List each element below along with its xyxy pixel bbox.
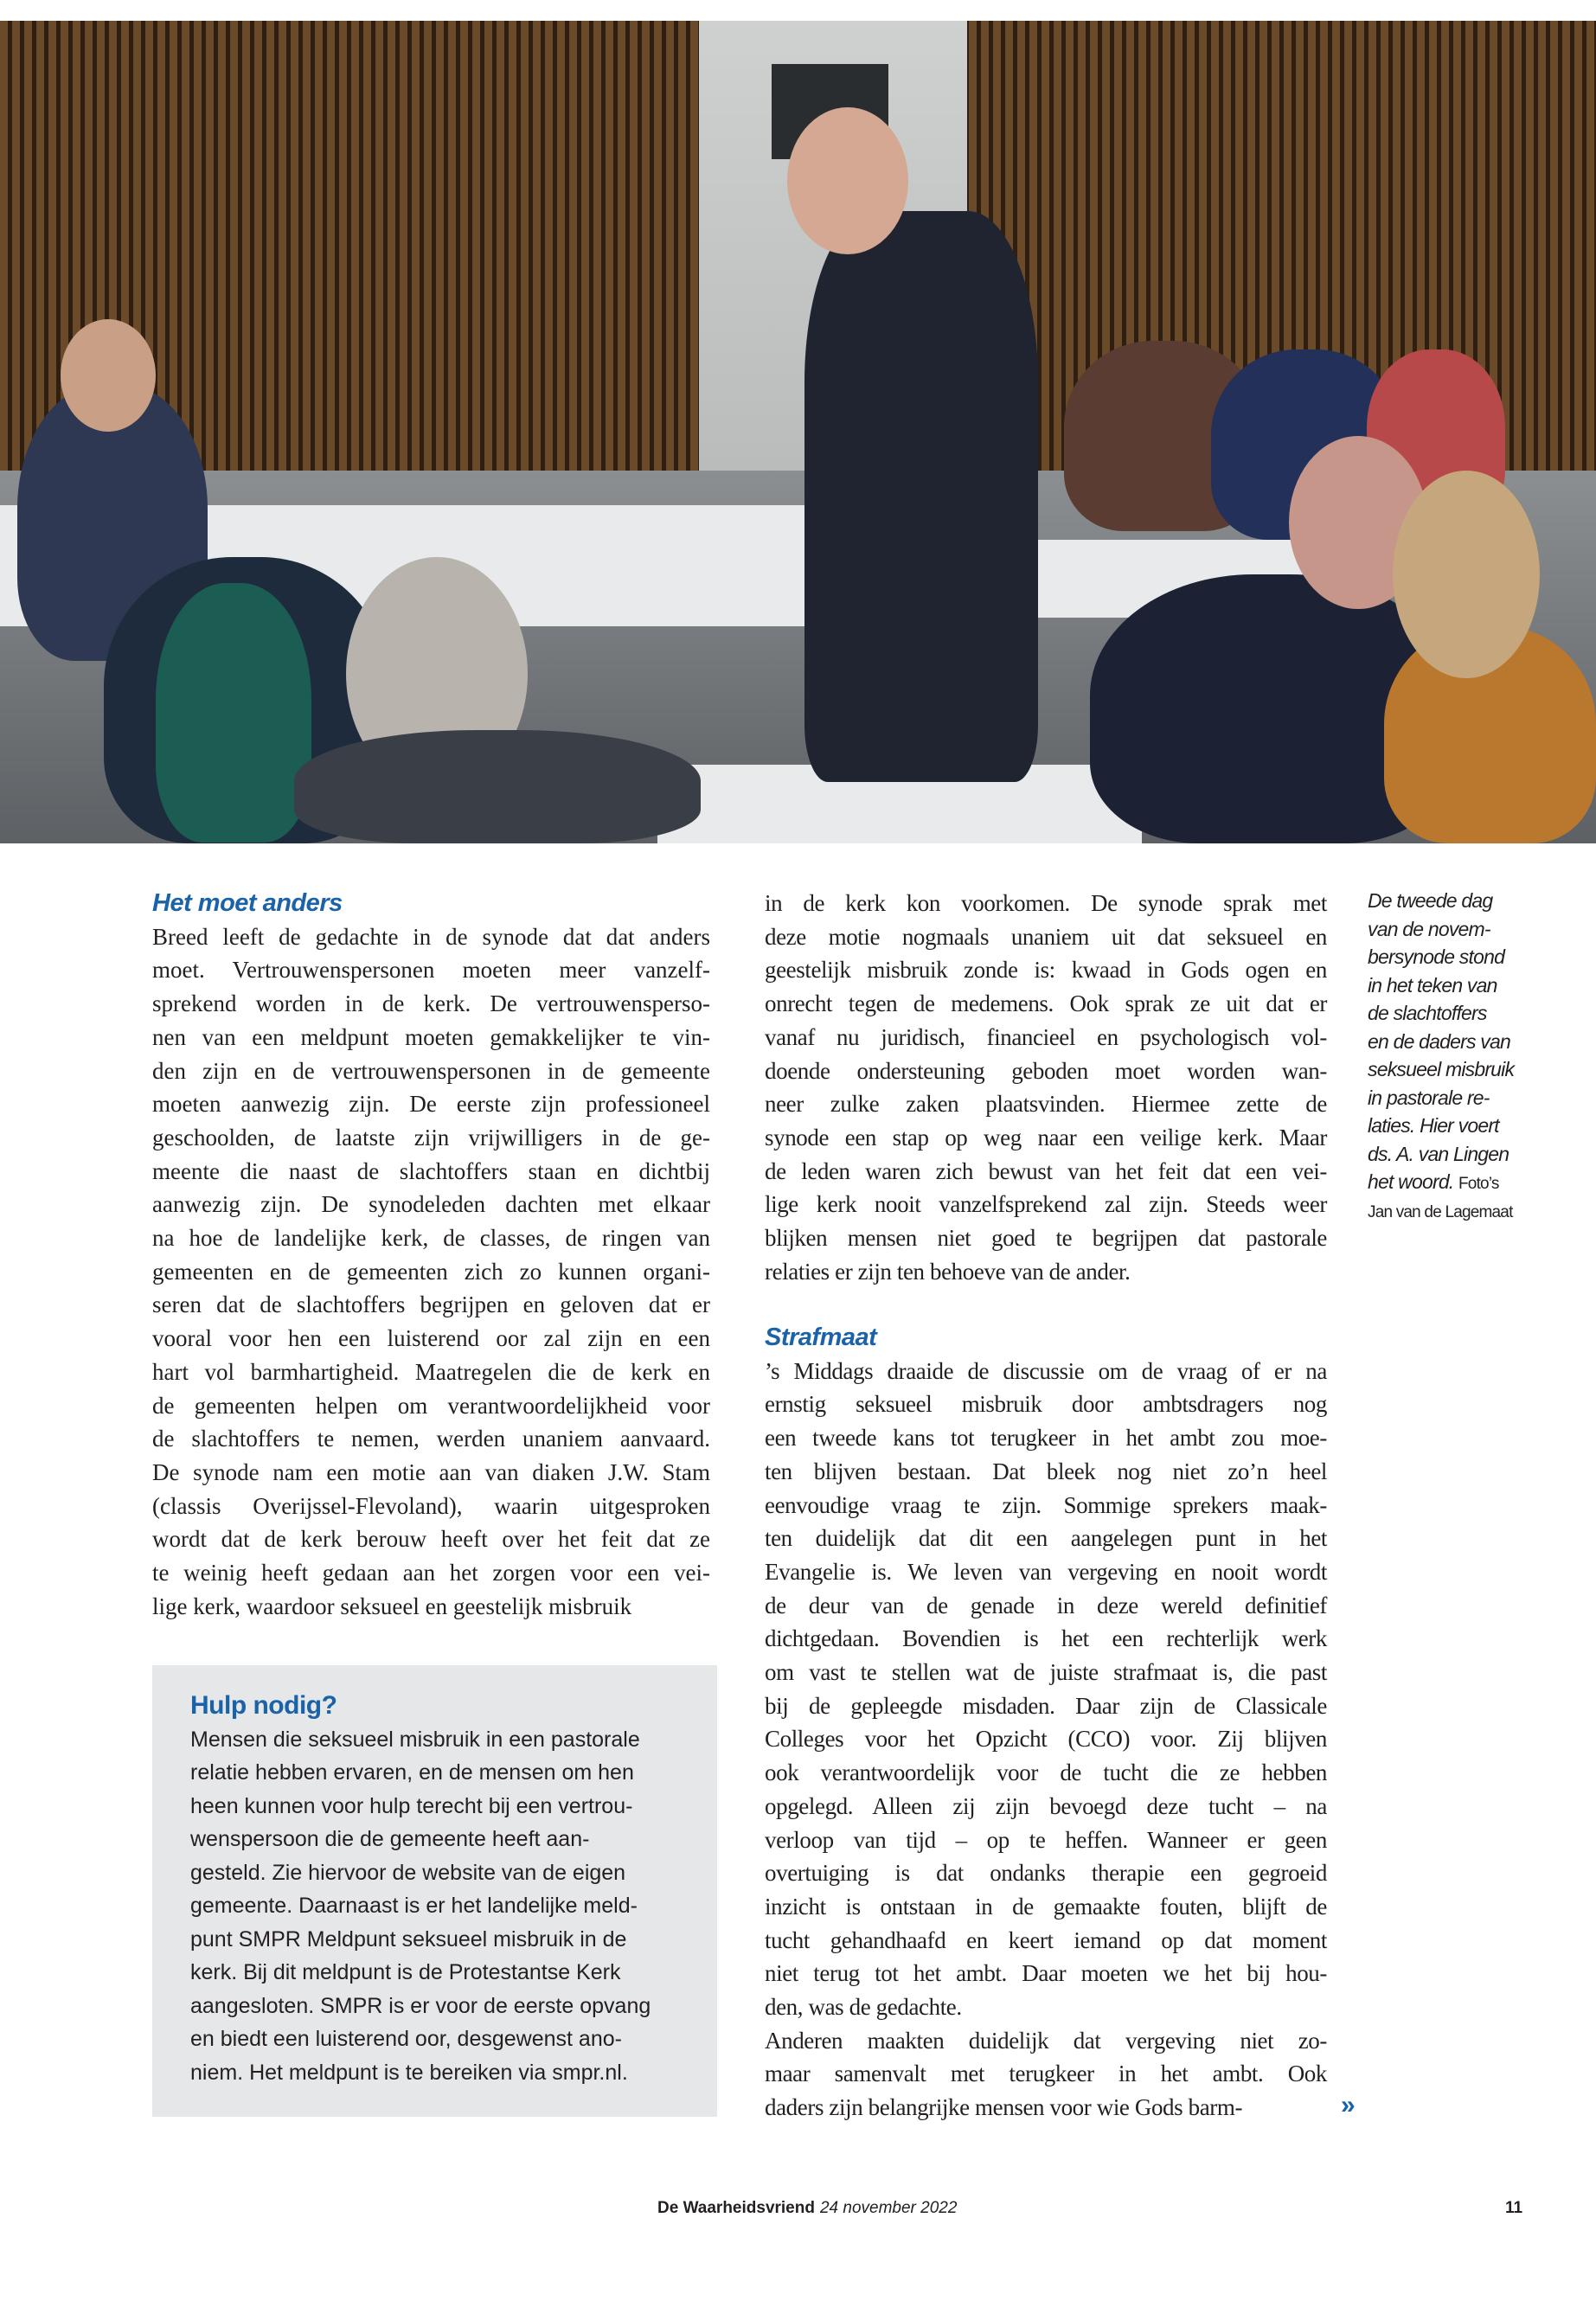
text-line: hart vol barmhartigheid. Maatregelen die de kerk en bbox=[152, 1358, 710, 1385]
caption-text-end: het woord. bbox=[1368, 1170, 1454, 1193]
text-line: Anderen maakten duidelijk dat vergeving niet zo- bbox=[765, 2027, 1327, 2054]
help-box-heading: Hulp nodig? bbox=[190, 1691, 337, 1720]
text-line: (classis Overijssel-Flevoland), waarin uitgesproken bbox=[152, 1492, 710, 1519]
text-line: eenvoudige vraag te zijn. Sommige sprekers maak- bbox=[765, 1491, 1327, 1518]
text-line: om vast te stellen wat de juiste strafmaat is, die past bbox=[765, 1659, 1327, 1686]
text-line: geestelijk misbruik zonde is: kwaad in Gods ogen en bbox=[765, 957, 1327, 984]
photo-person bbox=[156, 583, 311, 843]
text-line: ten duidelijk dat dit een aangelegen punt in het bbox=[765, 1525, 1327, 1552]
section-heading: Strafmaat bbox=[765, 1324, 877, 1351]
text-line: ’s Middags draaide de discussie om de vraag of er na bbox=[765, 1357, 1327, 1384]
text-line: dichtgedaan. Bovendien is het een rechterlijk werk bbox=[765, 1625, 1327, 1652]
text-line: ten blijven bestaan. Dat bleek nog niet zo’n heel bbox=[765, 1458, 1327, 1484]
text-line: na hoe de landelijke kerk, de classes, de ringen van bbox=[152, 1225, 710, 1252]
caption-text bbox=[1368, 887, 1532, 1168]
text-line: heen kunnen voor hulp terecht bij een vertrou- bbox=[190, 1793, 633, 1818]
body-text bbox=[765, 887, 1327, 1288]
text-line: opgelegd. Alleen zij zijn bevoegd deze tucht – na bbox=[765, 1792, 1327, 1819]
left-column bbox=[152, 887, 710, 1623]
text-line: seksueel misbruik bbox=[1368, 1058, 1515, 1080]
text-line: De synode nam een motie aan van diaken J.W. Stam bbox=[152, 1458, 710, 1485]
text-line: aangesloten. SMPR is er voor de eerste opvang bbox=[190, 1993, 651, 2018]
text-line: den, was de gedachte. bbox=[765, 1994, 962, 2021]
text-line: gemeenten en de gemeenten zich zo kunnen organi- bbox=[152, 1258, 710, 1285]
photo-speaker-head bbox=[787, 107, 908, 254]
text-line: den zijn en de vertrouwenspersonen in de gemeente bbox=[152, 1057, 710, 1084]
text-line: onrecht tegen de medemens. Ook sprak ze uit dat er bbox=[765, 990, 1327, 1017]
text-line: bij de gepleegde misdaden. Daar zijn de Classicale bbox=[765, 1692, 1327, 1719]
text-line: tucht gehandhaafd en keert iemand op dat moment bbox=[765, 1926, 1327, 1953]
text-line: Colleges voor het Opzicht (CCO) voor. Zij blijven bbox=[765, 1726, 1327, 1753]
text-line: wordt dat de kerk berouw heeft over het feit dat ze bbox=[152, 1526, 710, 1553]
text-line: en de daders van bbox=[1368, 1029, 1510, 1053]
text-line: daders zijn belangrijke mensen voor wie Gods barm- bbox=[765, 2094, 1243, 2121]
text-line: een tweede kans tot terugkeer in het ambt zou moe- bbox=[765, 1425, 1327, 1452]
text-line: niet terug tot het ambt. Daar moeten we het bij hou- bbox=[765, 1960, 1327, 1987]
text-line: deze motie nogmaals unaniem uit dat seksueel en bbox=[765, 923, 1327, 950]
text-line: ernstig seksueel misbruik door ambtsdragers nog bbox=[765, 1391, 1327, 1418]
text-line: moeten aanwezig zijn. De eerste zijn professioneel bbox=[152, 1091, 710, 1118]
photo-credit-label: Foto’s bbox=[1458, 1175, 1499, 1193]
text-line: geschoolden, de laatste zijn vrijwilligers in de ge- bbox=[152, 1124, 710, 1150]
text-line: bersynode stond bbox=[1368, 945, 1505, 968]
page-footer bbox=[657, 2199, 957, 2218]
caption-last-line bbox=[1368, 1168, 1532, 1199]
text-line: sprekend worden in de kerk. De vertrouwensperso- bbox=[152, 990, 710, 1017]
synod-meeting-photo bbox=[0, 21, 1596, 843]
text-line: De tweede dag bbox=[1368, 889, 1493, 912]
text-line: in pastorale re- bbox=[1368, 1086, 1490, 1109]
photo-caption bbox=[1368, 887, 1532, 1227]
text-line: Mensen die seksueel misbruik in een pastorale bbox=[190, 1727, 640, 1752]
page-number: 11 bbox=[1505, 2199, 1523, 2217]
text-line: synode een stap op weg naar een veilige kerk. Maar bbox=[765, 1124, 1327, 1150]
middle-column-strafmaat bbox=[765, 1321, 1327, 2125]
text-line: doende ondersteuning geboden moet worden wan- bbox=[765, 1057, 1327, 1084]
photo-person bbox=[294, 730, 701, 843]
text-line: blijken mensen niet goed te begrijpen dat pastorale bbox=[765, 1225, 1327, 1252]
photo-speaker bbox=[804, 211, 1038, 782]
body-text bbox=[152, 920, 710, 1624]
continue-marker: » bbox=[1341, 2091, 1356, 2119]
text-line: nen van een meldpunt moeten gemakkelijker te vin- bbox=[152, 1023, 710, 1050]
body-text bbox=[765, 1355, 1327, 2125]
text-line: verloop van tijd – op te heffen. Wanneer er geen bbox=[765, 1826, 1327, 1853]
text-line: van de novem- bbox=[1368, 917, 1490, 940]
text-line: maar samenvalt met terugkeer in het ambt. Ook bbox=[765, 2061, 1327, 2087]
text-line: vanaf nu juridisch, financieel en psychologisch vol- bbox=[765, 1023, 1327, 1050]
text-line: relaties er zijn ten behoeve van de ander. bbox=[765, 1258, 1131, 1285]
text-line: kerk. Bij dit meldpunt is de Protestantse Kerk bbox=[190, 1960, 621, 1985]
text-line: in de kerk kon voorkomen. De synode sprak met bbox=[765, 890, 1327, 916]
text-line: gemeente. Daarnaast is er het landelijke meld- bbox=[190, 1894, 638, 1919]
text-line: punt SMPR Meldpunt seksueel misbruik in de bbox=[190, 1926, 627, 1952]
text-line: lige kerk, waardoor seksueel en geestelijk misbruik bbox=[152, 1593, 632, 1619]
text-line: in het teken van bbox=[1368, 973, 1497, 997]
text-line: Evangelie is. We leven van vergeving en nooit wordt bbox=[765, 1558, 1327, 1585]
text-line: inzicht is ontstaan in de gemaakte fouten, blijft de bbox=[765, 1893, 1327, 1920]
text-line: de leden waren zich bewust van het feit dat een vei- bbox=[765, 1157, 1327, 1184]
text-line: en biedt een luisterend oor, desgewenst ano- bbox=[190, 2027, 622, 2052]
section-heading: Het moet anders bbox=[152, 889, 343, 917]
text-line: niem. Het meldpunt is te bereiken via smpr.nl. bbox=[190, 2060, 628, 2085]
text-line: relatie hebben ervaren, en de mensen om hen bbox=[190, 1760, 634, 1785]
text-line: de deur van de genade in deze wereld definitief bbox=[765, 1592, 1327, 1618]
middle-column bbox=[765, 887, 1327, 1288]
text-line: wenspersoon die de gemeente heeft aan- bbox=[190, 1827, 590, 1852]
text-line: aanwezig zijn. De synodeleden dachten met elkaar bbox=[152, 1191, 710, 1218]
text-line: ook verantwoordelijk voor de tucht die ze hebben bbox=[765, 1759, 1327, 1786]
text-line: gesteld. Zie hiervoor de website van de eigen bbox=[190, 1860, 626, 1885]
help-box-text bbox=[190, 1723, 683, 2090]
text-line: laties. Hier voert bbox=[1368, 1114, 1499, 1137]
text-line: neer zulke zaken plaatsvinden. Hiermee zette de bbox=[765, 1091, 1327, 1118]
text-line: ds. A. van Lingen bbox=[1368, 1142, 1509, 1165]
text-line: overtuiging is dat ondanks therapie een gegroeid bbox=[765, 1860, 1327, 1887]
text-line: lige kerk nooit vanzelfsprekend zal zijn. Steeds weer bbox=[765, 1191, 1327, 1218]
text-line: meente die naast de slachtoffers staan en dichtbij bbox=[152, 1157, 710, 1184]
text-line: Breed leeft de gedachte in de synode dat dat anders bbox=[152, 923, 710, 950]
text-line: vooral voor hen een luisterend oor zal zijn en een bbox=[152, 1325, 710, 1352]
photo-person-head bbox=[1393, 471, 1540, 678]
publication-name: De Waarheidsvriend bbox=[657, 2199, 815, 2217]
text-line: moet. Vertrouwenspersonen moeten meer vanzelf- bbox=[152, 957, 710, 984]
text-line: de slachtoffers bbox=[1368, 1002, 1487, 1024]
text-line: de gemeenten helpen om verantwoordelijkheid voor bbox=[152, 1392, 710, 1419]
issue-date: 24 november 2022 bbox=[819, 2199, 958, 2217]
text-line: te weinig heeft gedaan aan het zorgen voor een vei- bbox=[152, 1560, 710, 1586]
text-line: de slachtoffers te nemen, werden unaniem aanvaard. bbox=[152, 1426, 710, 1452]
help-box bbox=[152, 1665, 717, 2117]
photo-credit: Jan van de Lagemaat bbox=[1368, 1202, 1513, 1221]
photo-person-head bbox=[61, 319, 156, 432]
text-line: seren dat de slachtoffers begrijpen en geloven dat er bbox=[152, 1292, 710, 1318]
